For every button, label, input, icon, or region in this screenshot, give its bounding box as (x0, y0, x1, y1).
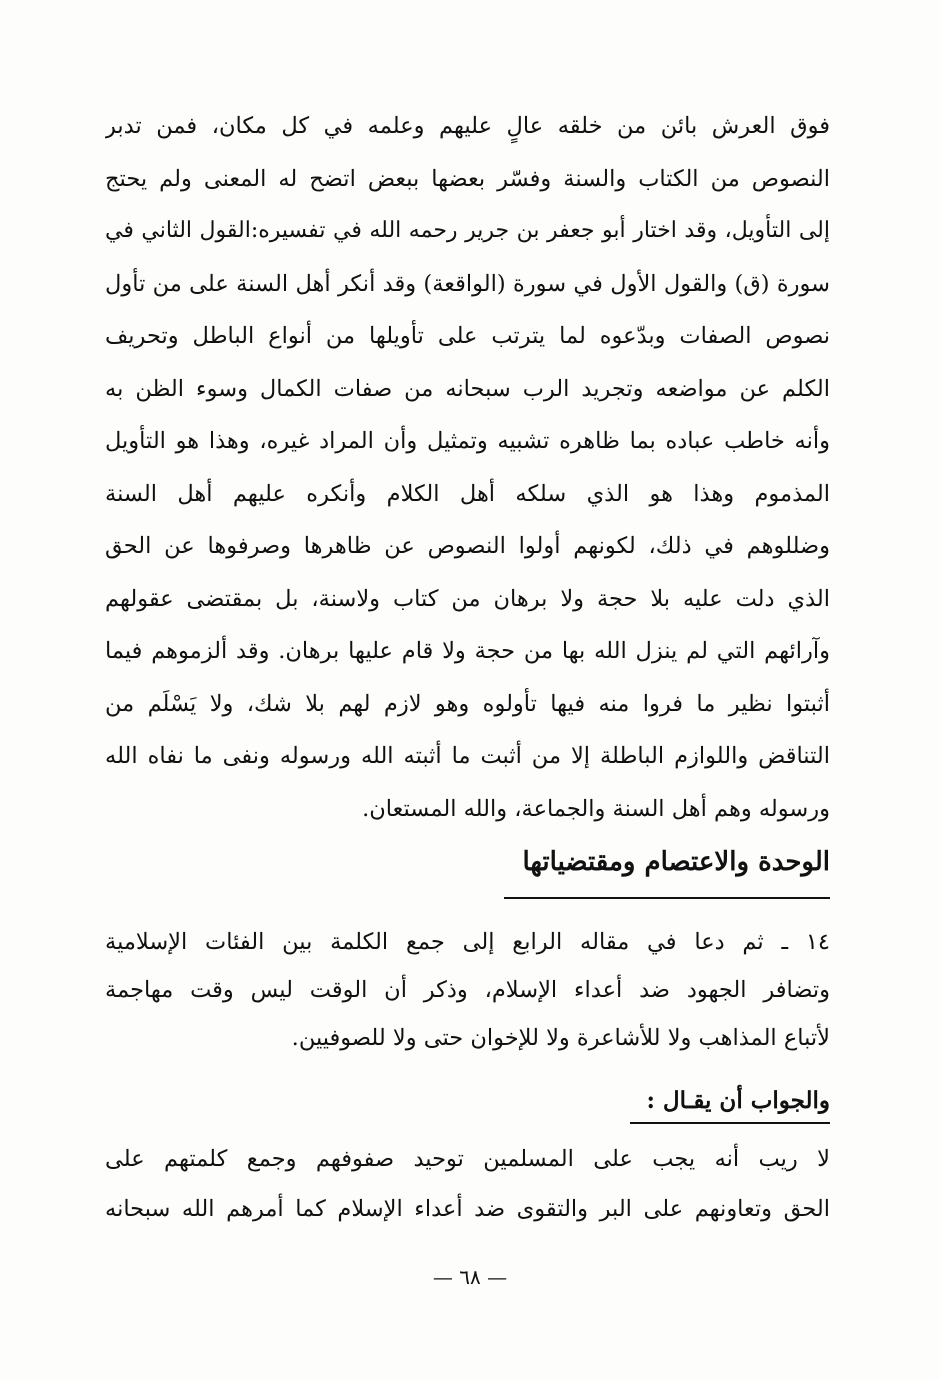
text-line: الذي دلت عليه بلا حجة ولا برهان من كتاب ولاسنة، بل بمقتضى عقولهم (105, 585, 830, 612)
section-heading: الوحدة والاعتصام ومقتضياتها (522, 847, 830, 877)
answer-underline (630, 1122, 830, 1124)
page-number: — ٦٨ — (432, 1265, 508, 1289)
text-line: سورة (ق) والقول الأول في سورة (الواقعة) وقد أنكر أهل السنة على من تأول (105, 270, 830, 297)
text-line: التناقض واللوازم الباطلة إلا من أثبت ما أثبته الله ورسوله ونفى ما نفاه الله (105, 743, 830, 769)
text-line: لا ريب أنه يجب على المسلمين توحيد صفوفهم وجمع كلمتهم على (105, 1146, 830, 1172)
text-line: ١٤ ـ ثم دعا في مقاله الرابع إلى جمع الكلمة بين الفئات الإسلامية (105, 929, 830, 955)
paragraph-answer (105, 1134, 830, 1234)
text-line: وتضافر الجهود ضد أعداء الإسلام، وذكر أن الوقت ليس وقت مهاجمة (105, 977, 830, 1003)
answer-label: والجواب أن يقـال : (646, 1087, 830, 1114)
text-line: المذموم وهذا هو الذي سلكه أهل الكلام وأنكره عليهم أهل السنة (105, 480, 830, 507)
text-line: إلى التأويل، وقد اختار أبو جعفر بن جرير رحمه الله في تفسيره:القول الثاني في (105, 218, 830, 243)
paragraph-tawil (105, 100, 830, 835)
paragraph-point-14 (105, 918, 830, 1062)
text-line: النصوص من الكتاب والسنة وفسّر بعضها ببعض اتضح له المعنى ولم يحتج (105, 165, 830, 192)
text-line: الكلم عن مواضعه وتجريد الرب سبحانه من صفات الكمال وسوء الظن به (105, 375, 830, 402)
text-line: وضللوهم في ذلك، لكونهم أولوا النصوص عن ظاهرها وصرفوها عن الحق (105, 533, 830, 559)
text-line: لأتباع المذاهب ولا للأشاعرة ولا للإخوان حتى ولا للصوفيين. (291, 1025, 830, 1051)
text-line: نصوص الصفات وبدّعوه لما يترتب على تأويلها من أنواع الباطل وتحريف (105, 323, 830, 349)
text-line: ورسوله وهم أهل السنة والجماعة، والله المستعان. (362, 795, 830, 822)
text-line: وأنه خاطب عباده بما ظاهره تشبيه وتمثيل وأن المراد غيره، وهذا هو التأويل (105, 428, 830, 454)
heading-underline (504, 897, 830, 899)
text-line: وآرائهم التي لم ينزل الله بها من حجة ولا قام عليها برهان. وقد ألزموهم فيما (105, 638, 830, 664)
text-line: الحق وتعاونهم على البر والتقوى ضد أعداء الإسلام كما أمرهم الله سبحانه (105, 1196, 830, 1222)
text-line: أثبتوا نظير ما فروا منه فيها تأولوه وهو لازم لهم بلا شك، ولا يَسْلَم من (105, 690, 830, 717)
text-line: فوق العرش بائن من خلقه عالٍ عليهم وعلمه في كل مكان، فمن تدبر (105, 113, 830, 139)
